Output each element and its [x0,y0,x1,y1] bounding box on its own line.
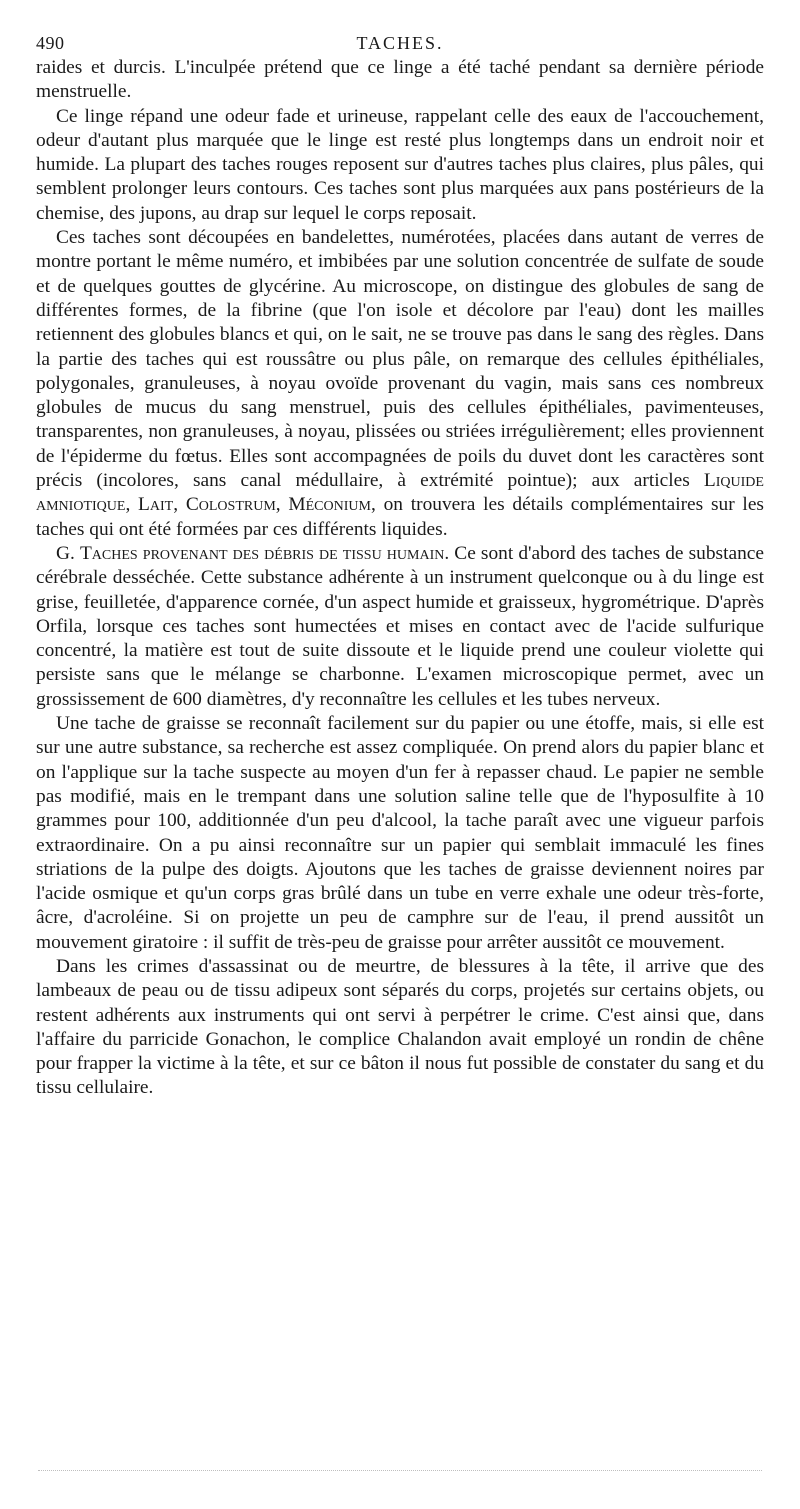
footer-divider [38,1470,762,1471]
body-text [36,56,764,1101]
book-page [36,30,764,1101]
section-g-paragraph [36,542,764,712]
paragraph-linen-odor: Ce linge répand une odeur fade et urineuse, rappelant celle des eaux de l'accouchement, odeur d'autant plus marquée que le linge est resté plus longtemps dans un endroit noir et humide. La plupart des taches rouges reposent sur d'autres taches plus claires, plus pâles, qui semblent prolonger leurs contours. Ces taches sont plus marquées aux pans postérieurs de la chemise, des jupons, au drap sur lequel le corps reposait. [36,105,764,224]
paragraph-continuation: raides et durcis. L'inculpée prétend que ce linge a été taché pendant sa dernière période menstruelle. [36,57,764,103]
running-title: TACHES. [356,33,444,53]
running-head [36,30,764,56]
section-g-text: Ce sont d'abord des taches de substance cérébrale desséchée. Cette substance adhérente à un instrument quelconque ou à du linge est grise, feuilletée, d'apparence cornée, d'un aspect humide et graisseux, hygrométrique. D'après Orfila, lorsque ces taches sont humectées et mises en contact avec de l'acide sulfurique concentré, la matière est tout de suite dissoute et le liquide prend une couleur violette qui persiste sans que le mélange se charbonne. L'examen microscopique permet, avec un grossissement de 600 diamètres, d'y reconnaître les cellules et les tubes nerveux. [36,542,765,710]
term-meconium: Méconium [288,494,371,516]
paragraph-microscopy-text: Ces taches sont découpées en bandelettes, numérotées, placées dans autant de verres de montre portant le même numéro, et imbibées par une solution concentrée de sulfate de soude et de quelques gouttes de glycérine. Au microscope, on distingue des globules de sang de différentes formes, de la fibrine (que l'on isole et décolore par l'eau) dont les mailles retiennent des globules blancs et qui, on le sait, ne se trouve pas dans le sang des règles. Dans la partie des taches qui est roussâtre ou plus pâle, on remarque des cellules épithéliales, polygonales, granuleuses, à noyau ovoïde provenant du vagin, mais sans ces nombreux globules de mucus du sang menstruel, puis des cellules épithéliales, pavimenteuses, transparentes, non granuleuses, à noyau, plissées ou striées irrégulièrement; elles proviennent de l'épiderme du fœtus. Elles sont accompagnées de poils du duvet dont les caractères sont précis (incolores, sans canal médullaire, à extrémité pointue); aux articles [36,227,764,492]
term-liquide-amniotique: Liquide amniotique [36,470,764,516]
section-g-letter: G. [56,542,80,564]
term-colostrum: Colostrum [185,494,276,516]
paragraph-microscopy-tail: , on trouvera les détails complémentaires sur les taches qui ont été formées par ces différents liquides. [36,494,764,540]
paragraph-tissue-fragments: Dans les crimes d'assassinat ou de meurtre, de blessures à la tête, il arrive que des lambeaux de peau ou de tissu adipeux sont séparés du corps, projetés sur certains objets, ou restent adhérents aux instruments qui ont servi à perpétrer le crime. C'est ainsi que, dans l'affaire du parricide Gonachon, le complice Chalandon avait employé un rondin de chêne pour frapper la victime à la tête, et sur ce bâton il nous fut possible de constater du sang et du tissu cellulaire. [36,955,764,1099]
paragraph-microscopy: Ces taches sont découpées en bandelettes, numérotées, placées dans autant de verres de montre portant le même numéro, et imbibées par une solution concentrée de sulfate de soude et de quelques gouttes de glycérine. Au microscope, on distingue des globules de sang de différentes formes, de la fibrine (que l'on isole et décolore par l'eau) dont les mailles retiennent des globules blancs et qui, on le sait, ne se trouve pas dans le sang des règles. Dans la partie des taches qui est roussâtre ou plus pâle, on remarque des cellules épithéliales, polygonales, granuleuses, à noyau ovoïde provenant du vagin, mais sans ces nombreux globules de mucus du sang menstruel, puis des cellules épithéliales, pavimenteuses, transparentes, non granuleuses, à noyau, plissées ou striées irrégulièrement; elles proviennent de l'épiderme du fœtus. Elles sont accompagnées de poils du duvet dont les caractères sont précis (incolores, sans canal médullaire, à extrémité pointue); aux articles Liquide amniotique, Lait, Colostrum, Méconium, on trouvera les détails complémentaires sur les taches qui ont été formées par ces différents liquides. [36,227,764,540]
paragraph-grease-stains: Une tache de graisse se reconnaît facilement sur du papier ou une étoffe, mais, si elle est sur une autre substance, sa recherche est assez compliquée. On prend alors du papier blanc et on l'applique sur la tache suspecte au moyen d'un fer à repasser chaud. Le papier ne semble pas modifié, mais en le trempant dans une solution saline telle que de l'hyposulfite à 10 grammes pour 100, additionnée d'un peu d'alcool, la tache paraît avec une vigueur parfois extraordinaire. On a pu ainsi reconnaître sur un papier qui semblait immaculé les fines striations de la pulpe des doigts. Ajoutons que les taches de graisse deviennent noires par l'acide osmique et qu'un corps gras brûlé dans un tube en verre exhale une odeur très-forte, âcre, d'acroléine. Si on projette un peu de camphre sur de l'eau, il prend aussitôt un mouvement giratoire : il suffit de très-peu de graisse pour arrêter aussitôt ce mouvement. [36,713,764,953]
page-number: 490 [36,33,65,53]
section-g-heading: Taches provenant des débris de tissu humain. [79,542,450,564]
term-lait: Lait [138,494,174,516]
